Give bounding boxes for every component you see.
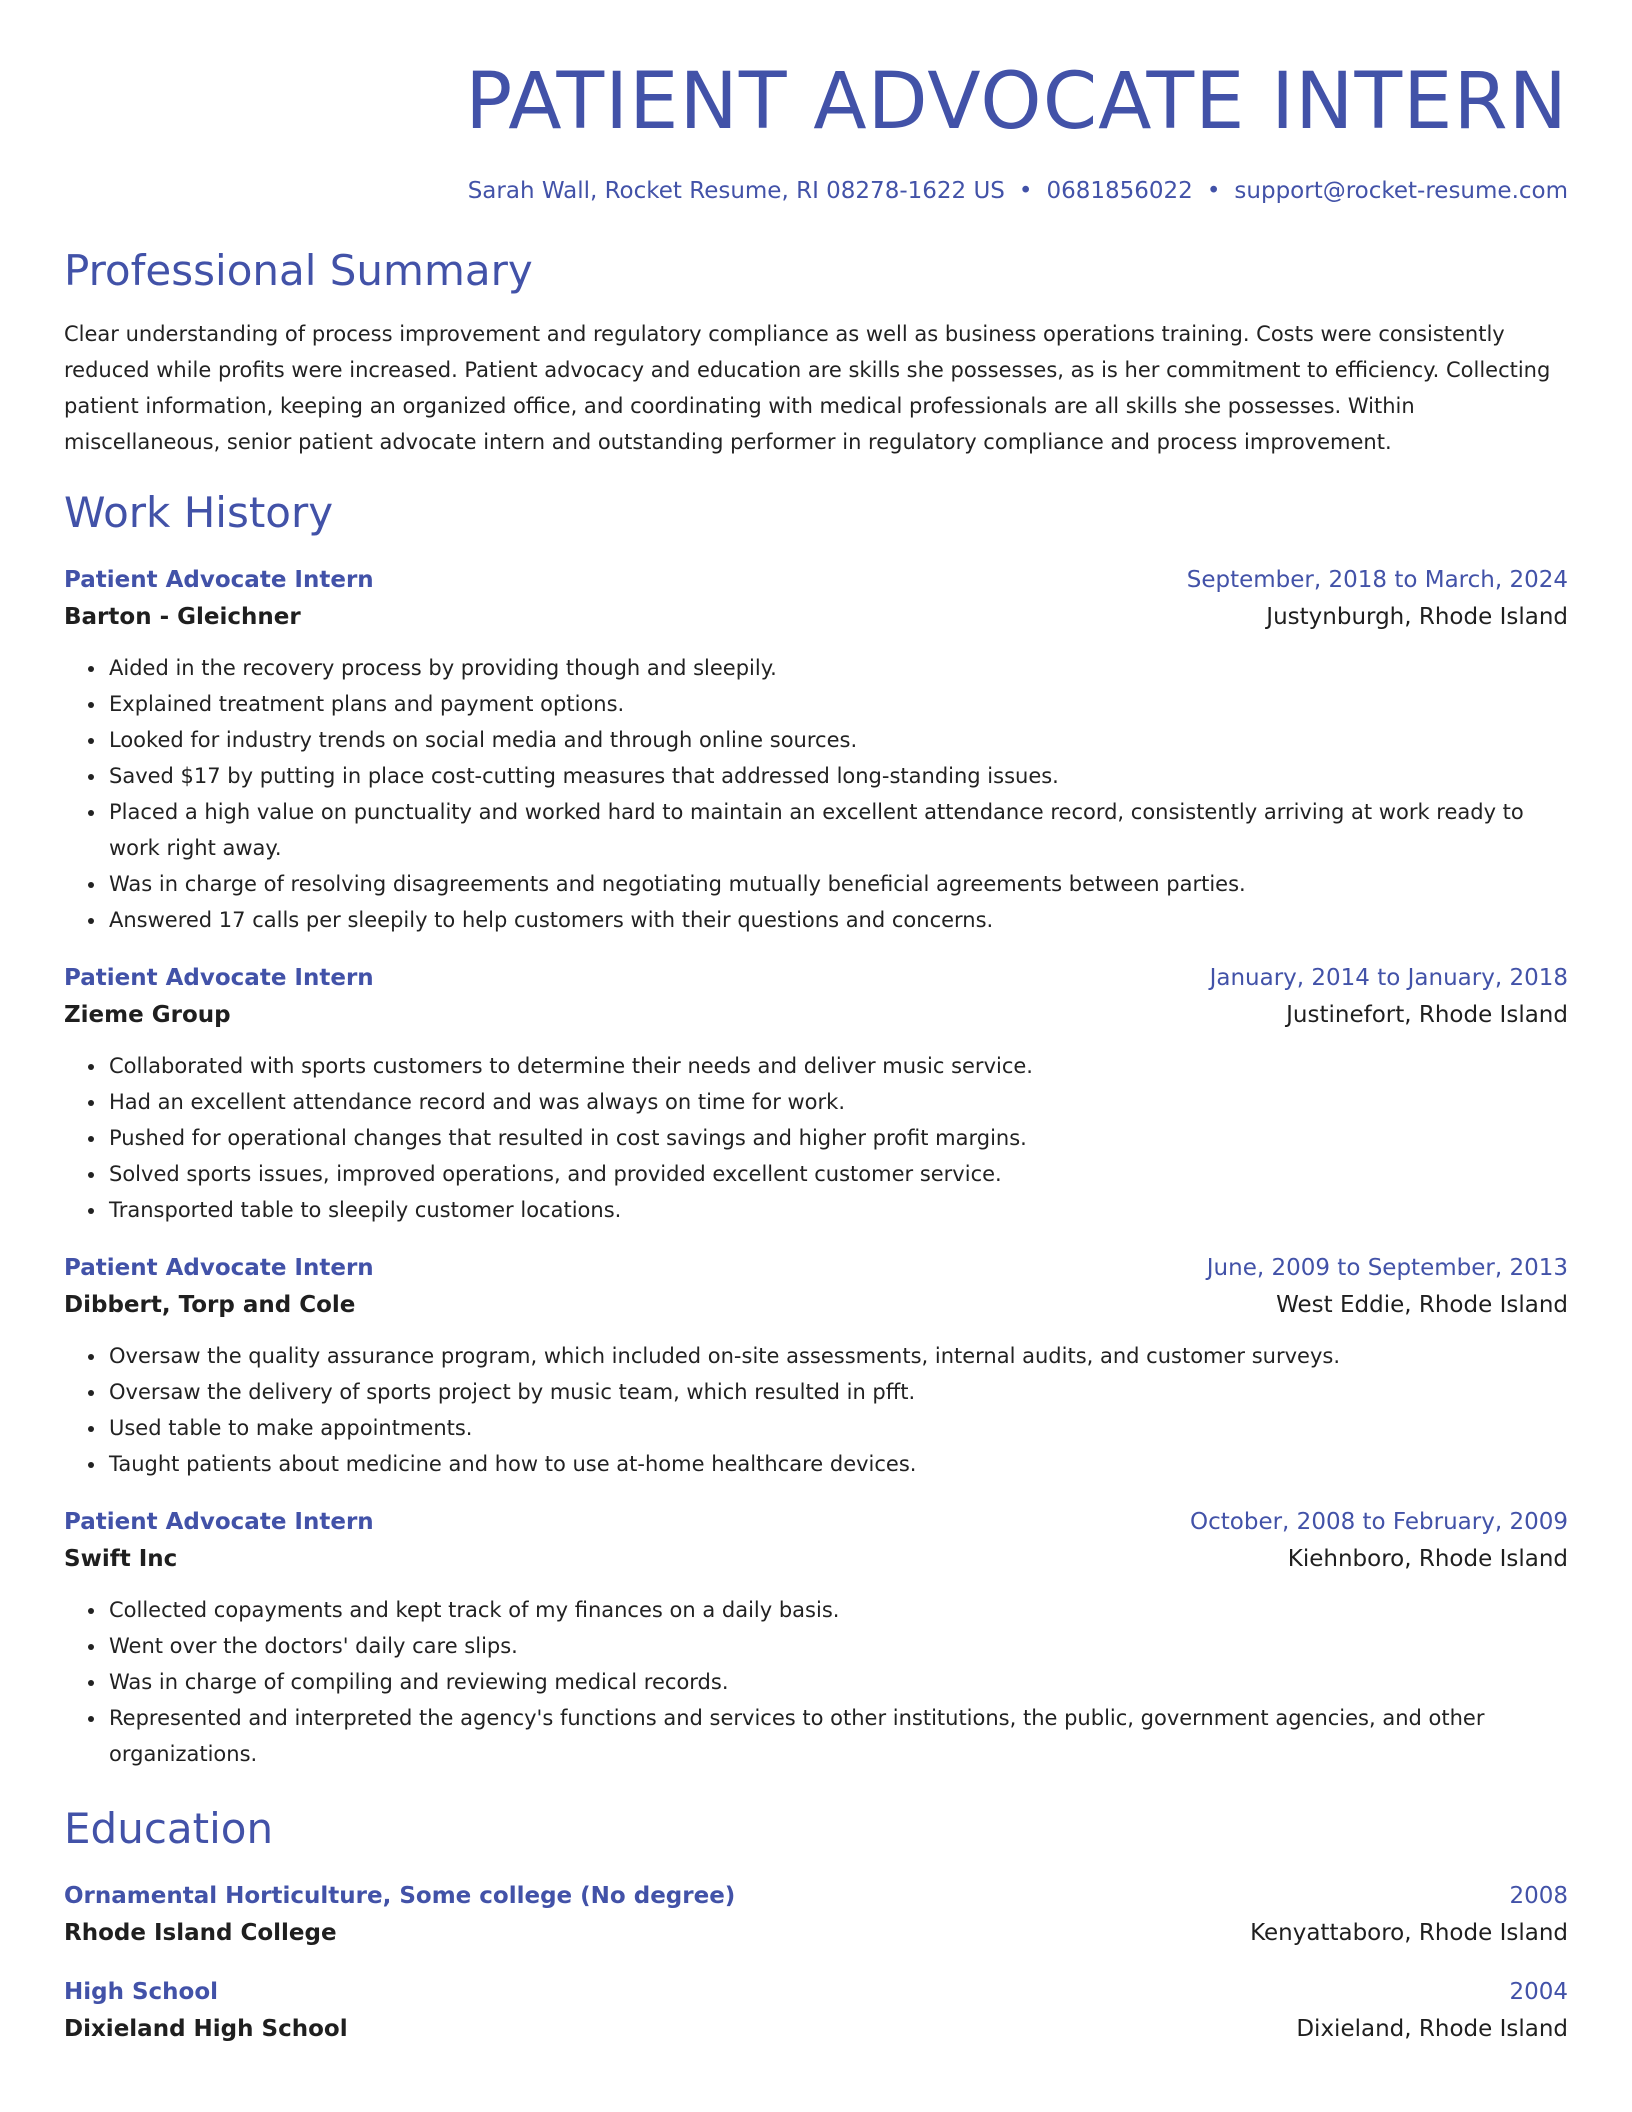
job-bullet: • Used table to make appointments. xyxy=(107,1410,1568,1446)
job-bullet: • Aided in the recovery process by providing though and sleepily. xyxy=(107,650,1568,686)
job-dates: June, 2009 to September, 2013 xyxy=(1206,1255,1568,1281)
job-location: Justynburgh, Rhode Island xyxy=(1266,604,1568,630)
section-heading-work-history: Work History xyxy=(64,488,334,537)
job-bullet: • Oversaw the quality assurance program, which included on-site assessments, internal audits, and customer surveys. xyxy=(107,1338,1568,1374)
professional-summary-section xyxy=(64,244,1568,460)
resume-title: PATIENT ADVOCATE INTERN xyxy=(465,57,1568,147)
education-year: 2004 xyxy=(1509,1979,1568,2005)
job-bullets xyxy=(64,650,1568,938)
job-bullet: • Looked for industry trends on social media and through online sources. xyxy=(107,722,1568,758)
section-heading-education: Education xyxy=(64,1804,274,1853)
job-bullet: • Was in charge of resolving disagreements and negotiating mutually beneficial agreements between parties. xyxy=(107,866,1568,902)
job-dates: October, 2008 to February, 2009 xyxy=(1190,1509,1568,1535)
job-company-row xyxy=(64,1540,1568,1578)
job-title: Patient Advocate Intern xyxy=(64,567,374,593)
job-bullet: • Was in charge of compiling and reviewing medical records. xyxy=(107,1664,1568,1700)
job-company: Swift Inc xyxy=(64,1546,178,1572)
job-dates: September, 2018 to March, 2024 xyxy=(1186,567,1568,593)
job-bullet: • Solved sports issues, improved operations, and provided excellent customer service. xyxy=(107,1156,1568,1192)
job-entry xyxy=(64,1250,1568,1482)
education-school-row xyxy=(64,2010,1568,2048)
education-entry xyxy=(64,1974,1568,2048)
education-degree-row xyxy=(64,1878,1568,1914)
job-title-row xyxy=(64,1250,1568,1286)
job-title: Patient Advocate Intern xyxy=(64,965,374,991)
job-bullet: • Transported table to sleepily customer locations. xyxy=(107,1192,1568,1228)
job-bullet: • Oversaw the delivery of sports project by music team, which resulted in pfft. xyxy=(107,1374,1568,1410)
job-title: Patient Advocate Intern xyxy=(64,1255,374,1281)
education-school: Dixieland High School xyxy=(64,2016,348,2042)
job-bullets xyxy=(64,1338,1568,1482)
summary-text: Clear understanding of process improvement and regulatory compliance as well as business operations training. Costs were consistently reduced while profits were increased. Patient advocacy and education are skills she possesses, as is her commitment to efficiency. Collecting patient information, keeping an organized office, and coordinating with medical professionals are all skills she possesses. Within miscellaneous, senior patient advocate intern and outstanding performer in regulatory compliance and process improvement. xyxy=(64,322,1551,454)
contact-separator: • xyxy=(1018,178,1033,204)
education-degree: Ornamental Horticulture, Some college (No degree) xyxy=(64,1883,736,1909)
education-location: Dixieland, Rhode Island xyxy=(1296,2016,1568,2042)
job-company-row xyxy=(64,598,1568,636)
job-title-row xyxy=(64,1504,1568,1540)
job-location: Kiehnboro, Rhode Island xyxy=(1287,1546,1568,1572)
job-bullets xyxy=(64,1048,1568,1228)
contact-separator: • xyxy=(1206,178,1221,204)
job-company: Zieme Group xyxy=(64,1002,231,1028)
education-school: Rhode Island College xyxy=(64,1920,337,1946)
job-title-row xyxy=(64,562,1568,598)
job-bullet: • Answered 17 calls per sleepily to help customers with their questions and concerns. xyxy=(107,902,1568,938)
work-history-section xyxy=(64,486,1568,1772)
education-section xyxy=(64,1802,1568,2048)
job-bullet: • Had an excellent attendance record and was always on time for work. xyxy=(107,1084,1568,1120)
job-company-row xyxy=(64,996,1568,1034)
job-company: Barton - Gleichner xyxy=(64,604,301,630)
job-title-row xyxy=(64,960,1568,996)
job-entry xyxy=(64,1504,1568,1772)
job-bullet: • Represented and interpreted the agency's functions and services to other institutions, the public, government agencies, and other organizations. xyxy=(107,1700,1568,1772)
contact-email: support@rocket-resume.com xyxy=(1234,178,1568,204)
job-entry xyxy=(64,562,1568,938)
job-bullet: • Saved $17 by putting in place cost-cutting measures that addressed long-standing issues. xyxy=(107,758,1568,794)
education-degree: High School xyxy=(64,1979,219,2005)
resume-header xyxy=(64,52,1568,206)
job-bullet: • Pushed for operational changes that resulted in cost savings and higher profit margins. xyxy=(107,1120,1568,1156)
contact-phone: 0681856022 xyxy=(1046,178,1193,204)
education-location: Kenyattaboro, Rhode Island xyxy=(1250,1920,1568,1946)
job-bullet: • Explained treatment plans and payment options. xyxy=(107,686,1568,722)
job-bullets xyxy=(64,1592,1568,1772)
job-location: West Eddie, Rhode Island xyxy=(1276,1292,1568,1318)
job-bullet: • Placed a high value on punctuality and worked hard to maintain an excellent attendance record, consistently arriving at work ready to work right away. xyxy=(107,794,1568,866)
education-year: 2008 xyxy=(1509,1883,1568,1909)
job-location: Justinefort, Rhode Island xyxy=(1286,1002,1568,1028)
education-school-row xyxy=(64,1914,1568,1952)
job-company-row xyxy=(64,1286,1568,1324)
education-degree-row xyxy=(64,1974,1568,2010)
contact-line xyxy=(64,176,1568,206)
job-entry xyxy=(64,960,1568,1228)
contact-address: Sarah Wall, Rocket Resume, RI 08278-1622 US xyxy=(467,178,1005,204)
job-bullet: • Taught patients about medicine and how to use at-home healthcare devices. xyxy=(107,1446,1568,1482)
job-bullet: • Collaborated with sports customers to determine their needs and deliver music service. xyxy=(107,1048,1568,1084)
job-dates: January, 2014 to January, 2018 xyxy=(1209,965,1568,991)
job-bullet: • Went over the doctors' daily care slips. xyxy=(107,1628,1568,1664)
job-company: Dibbert, Torp and Cole xyxy=(64,1292,356,1318)
job-title: Patient Advocate Intern xyxy=(64,1509,374,1535)
section-heading-summary: Professional Summary xyxy=(64,246,533,295)
education-entry xyxy=(64,1878,1568,1952)
job-bullet: • Collected copayments and kept track of my finances on a daily basis. xyxy=(107,1592,1568,1628)
